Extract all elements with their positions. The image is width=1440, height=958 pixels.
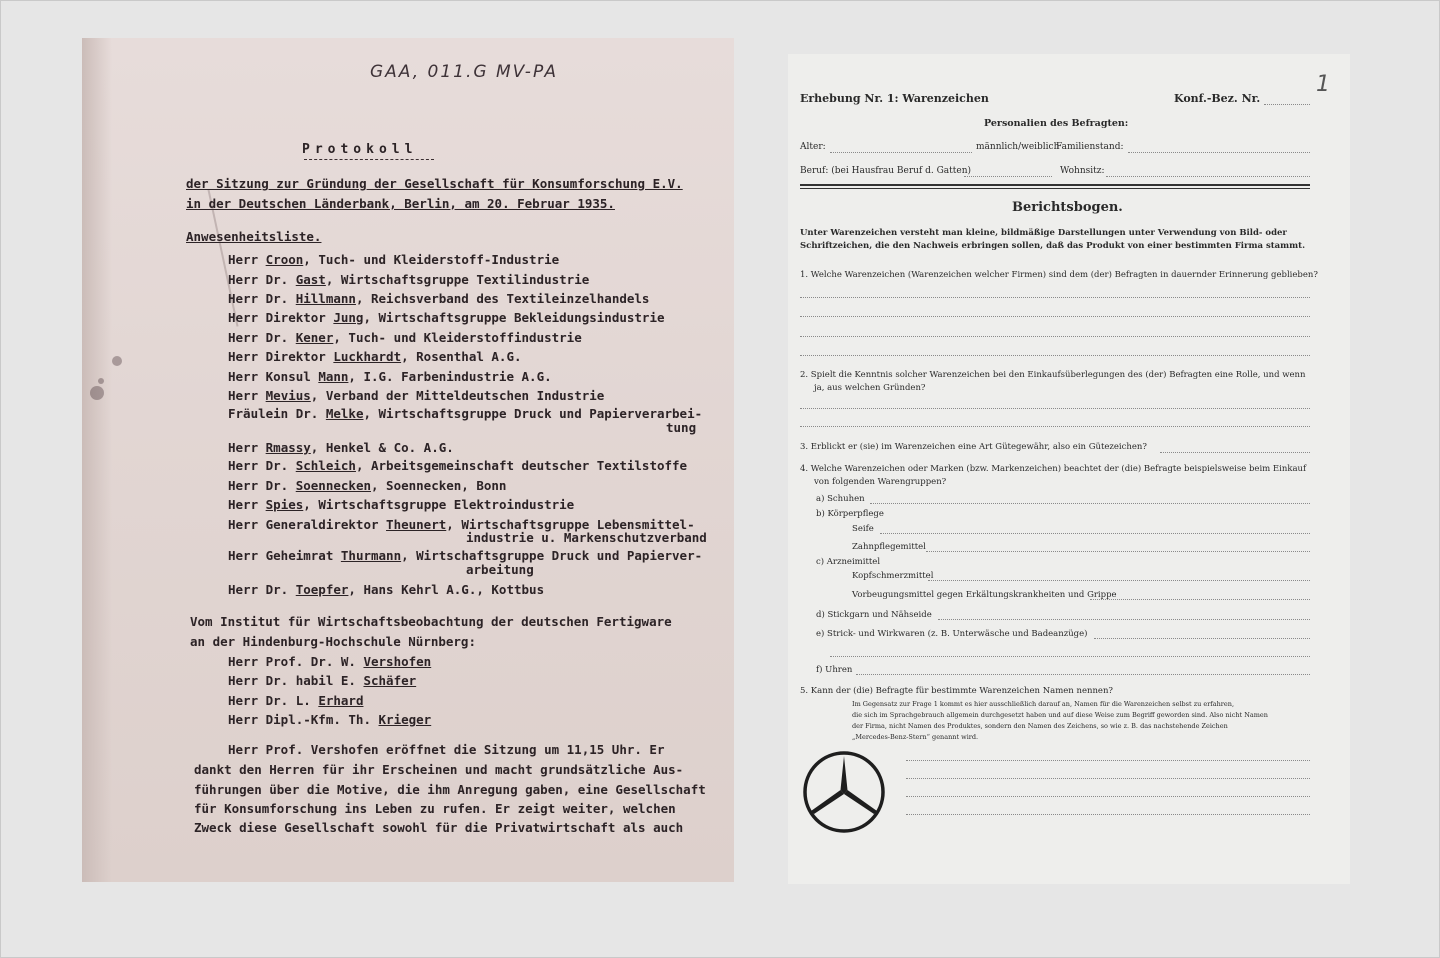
answer-line: [906, 814, 1310, 815]
body-text-line: für Konsumforschung ins Leben zu rufen. Er zeigt weiter, welchen: [194, 801, 676, 816]
item-c-label: c) Arzneimittel: [816, 557, 881, 567]
question-3: 3. Erblickt er (sie) im Warenzeichen eine Art Gütegewähr, also ein Gütezeichen?: [800, 442, 1147, 452]
question-1: 1. Welche Warenzeichen (Warenzeichen welcher Firmen) sind dem (der) Befragten in dauernder Erinnerung geblieben?: [800, 270, 1318, 280]
protocol-document: [82, 38, 734, 882]
attendee-row: Herr Dr. Schleich, Arbeitsgemeinschaft deutscher Textilstoffe: [228, 458, 688, 473]
question-5: 5. Kann der (die) Befragte für bestimmte Warenzeichen Namen nennen?: [800, 686, 1113, 696]
body-text-line: dankt den Herren für ihr Erscheinen und macht grundsätzliche Aus-: [194, 762, 684, 777]
attendee-continuation: tung: [666, 420, 697, 435]
title-underline: [304, 159, 434, 160]
protocol-title: Protokoll: [302, 142, 418, 157]
fill-line: [1264, 104, 1310, 105]
answer-line: [1160, 452, 1310, 453]
question-4-line-2: von folgenden Warengruppen?: [814, 477, 947, 487]
attendee-row: Herr Dr. Toepfer, Hans Kehrl A.G., Kottbus: [228, 582, 545, 597]
archive-reference: GAA, 011.G MV-PA: [370, 62, 558, 82]
answer-line: [928, 580, 1310, 581]
institute-member: Herr Prof. Dr. W. Vershofen: [228, 654, 432, 669]
question-5-note: „Mercedes-Benz-Stern“ genannt wird.: [852, 733, 979, 741]
page-number: 1: [1316, 72, 1330, 97]
age-fill-line: [830, 152, 972, 153]
attendee-row: Herr Direktor Luckhardt, Rosenthal A.G.: [228, 349, 522, 364]
answer-line: [800, 408, 1310, 409]
institute-line-1: Vom Institut für Wirtschaftsbeobachtung der deutschen Fertigware: [190, 614, 672, 629]
institute-line-2: an der Hindenburg-Hochschule Nürnberg:: [190, 634, 476, 649]
protocol-heading-line-1: der Sitzung zur Gründung der Gesellschaft für Konsumforschung E.V.: [186, 176, 683, 191]
answer-line: [800, 336, 1310, 337]
attendee-row: Fräulein Dr. Melke, Wirtschaftsgruppe Druck und Papierverarbei-: [228, 406, 703, 421]
paper-stain: [112, 356, 122, 366]
field-gender-label: männlich/weiblich: [976, 142, 1060, 152]
body-text-line: führungen über die Motive, die ihm Anregung gaben, eine Gesellschaft: [194, 782, 706, 797]
body-text-line: Herr Prof. Vershofen eröffnet die Sitzung um 11,15 Uhr. Er: [228, 742, 665, 757]
survey-header-right: Konf.-Bez. Nr.: [1174, 92, 1261, 105]
answer-line: [830, 656, 1310, 657]
answer-line: [800, 426, 1310, 427]
institute-member: Herr Dipl.-Kfm. Th. Krieger: [228, 712, 432, 727]
report-title: Berichtsbogen.: [1012, 200, 1123, 215]
answer-line: [1090, 599, 1310, 600]
question-2-line-2: ja, aus welchen Gründen?: [814, 383, 926, 393]
item-e-label: e) Strick- und Wirkwaren (z. B. Unterwäsche und Badeanzüge): [816, 629, 1088, 639]
item-c2-label: Vorbeugungsmittel gegen Erkältungskrankheiten und Grippe: [852, 590, 1117, 600]
attendee-row: Herr Dr. Gast, Wirtschaftsgruppe Textilindustrie: [228, 272, 590, 287]
attendee-row: Herr Konsul Mann, I.G. Farbenindustrie A.G.: [228, 369, 552, 384]
item-f-label: f) Uhren: [816, 665, 853, 675]
institute-member: Herr Dr. habil E. Schäfer: [228, 673, 417, 688]
attendee-row: Herr Generaldirektor Theunert, Wirtschaftsgruppe Lebensmittel-: [228, 517, 695, 532]
question-5-note: der Firma, nicht Namen des Produktes, sondern den Namen des Zeichens, so wie z. B. das nachstehende Zeichen: [852, 722, 1228, 730]
answer-line: [880, 533, 1310, 534]
item-a-label: a) Schuhen: [816, 494, 865, 504]
question-2-line-1: 2. Spielt die Kenntnis solcher Warenzeichen bei den Einkaufsüberlegungen des (der) Befragten eine Rolle, und wenn: [800, 370, 1306, 380]
item-b-label: b) Körperpflege: [816, 509, 884, 519]
paper-stain: [90, 386, 104, 400]
survey-header-left: Erhebung Nr. 1: Warenzeichen: [800, 92, 989, 105]
field-marital-label: Familienstand:: [1056, 142, 1124, 152]
attendee-row: Herr Mevius, Verband der Mitteldeutschen Industrie: [228, 388, 605, 403]
institute-member: Herr Dr. L. Erhard: [228, 693, 364, 708]
mercedes-star-icon: [802, 750, 886, 834]
attendee-row: Herr Spies, Wirtschaftsgruppe Elektroindustrie: [228, 497, 575, 512]
answer-line: [800, 355, 1310, 356]
attendee-row: Herr Croon, Tuch- und Kleiderstoff-Industrie: [228, 252, 560, 267]
body-text-line: Zweck diese Gesellschaft sowohl für die Privatwirtschaft als auch: [194, 820, 684, 835]
section-rule: [800, 184, 1310, 186]
answer-line: [800, 316, 1310, 317]
answer-line: [800, 297, 1310, 298]
answer-line: [906, 778, 1310, 779]
item-c1-label: Kopfschmerzmittel: [852, 571, 934, 581]
item-d-label: d) Stickgarn und Nähseide: [816, 610, 932, 620]
intro-line-2: Schriftzeichen, die den Nachweis erbringen sollen, daß das Produkt von einer bestimmten Firma stammt.: [800, 241, 1306, 251]
attendee-row: Herr Rmassy, Henkel & Co. A.G.: [228, 440, 454, 455]
attendee-row: Herr Direktor Jung, Wirtschaftsgruppe Bekleidungsindustrie: [228, 310, 665, 325]
question-4-line-1: 4. Welche Warenzeichen oder Marken (bzw. Markenzeichen) beachtet der (die) Befragte beispielsweise beim Einkauf: [800, 464, 1307, 474]
field-occupation-label: Beruf: (bei Hausfrau Beruf d. Gatten): [800, 166, 972, 176]
answer-line: [938, 619, 1310, 620]
answer-line: [926, 551, 1310, 552]
marital-fill-line: [1128, 152, 1310, 153]
question-5-note: Im Gegensatz zur Frage 1 kommt es hier ausschließlich darauf an, Namen für die Warenzeichen selbst zu erfahren,: [852, 700, 1235, 708]
answer-line: [1094, 638, 1310, 639]
intro-line-1: Unter Warenzeichen versteht man kleine, bildmäßige Darstellungen unter Verwendung von Bild- oder: [800, 228, 1287, 238]
field-age-label: Alter:: [800, 142, 826, 152]
paper-stain: [98, 378, 104, 384]
attendee-row: Herr Dr. Soennecken, Soennecken, Bonn: [228, 478, 507, 493]
answer-line: [856, 674, 1310, 675]
residence-fill-line: [1106, 176, 1310, 177]
personal-heading: Personalien des Befragten:: [984, 118, 1129, 129]
answer-line: [906, 796, 1310, 797]
attendee-row: Herr Geheimrat Thurmann, Wirtschaftsgruppe Druck und Papierver-: [228, 548, 703, 563]
occupation-fill-line: [964, 176, 1052, 177]
question-5-note: die sich im Sprachgebrauch allgemein durchgesetzt haben und auf diese Weise zum Begriff geworden sind. Also nicht Namen: [852, 711, 1268, 719]
attendee-row: Herr Dr. Hillmann, Reichsverband des Textileinzelhandels: [228, 291, 650, 306]
protocol-heading-line-2: in der Deutschen Länderbank, Berlin, am 20. Februar 1935.: [186, 196, 615, 211]
section-rule: [800, 188, 1310, 189]
paper-edge-shadow: [82, 38, 112, 882]
answer-line: [870, 503, 1310, 504]
answer-line: [906, 760, 1310, 761]
attendees-label: Anwesenheitsliste.: [186, 229, 322, 244]
attendee-row: Herr Dr. Kener, Tuch- und Kleiderstoffindustrie: [228, 330, 582, 345]
attendee-continuation: arbeitung: [466, 562, 534, 577]
survey-form-document: [788, 54, 1350, 884]
field-residence-label: Wohnsitz:: [1060, 166, 1105, 176]
attendee-continuation: industrie u. Markenschutzverband: [466, 530, 707, 545]
item-b2-label: Zahnpflegemittel: [852, 542, 926, 552]
item-b1-label: Seife: [852, 524, 874, 534]
